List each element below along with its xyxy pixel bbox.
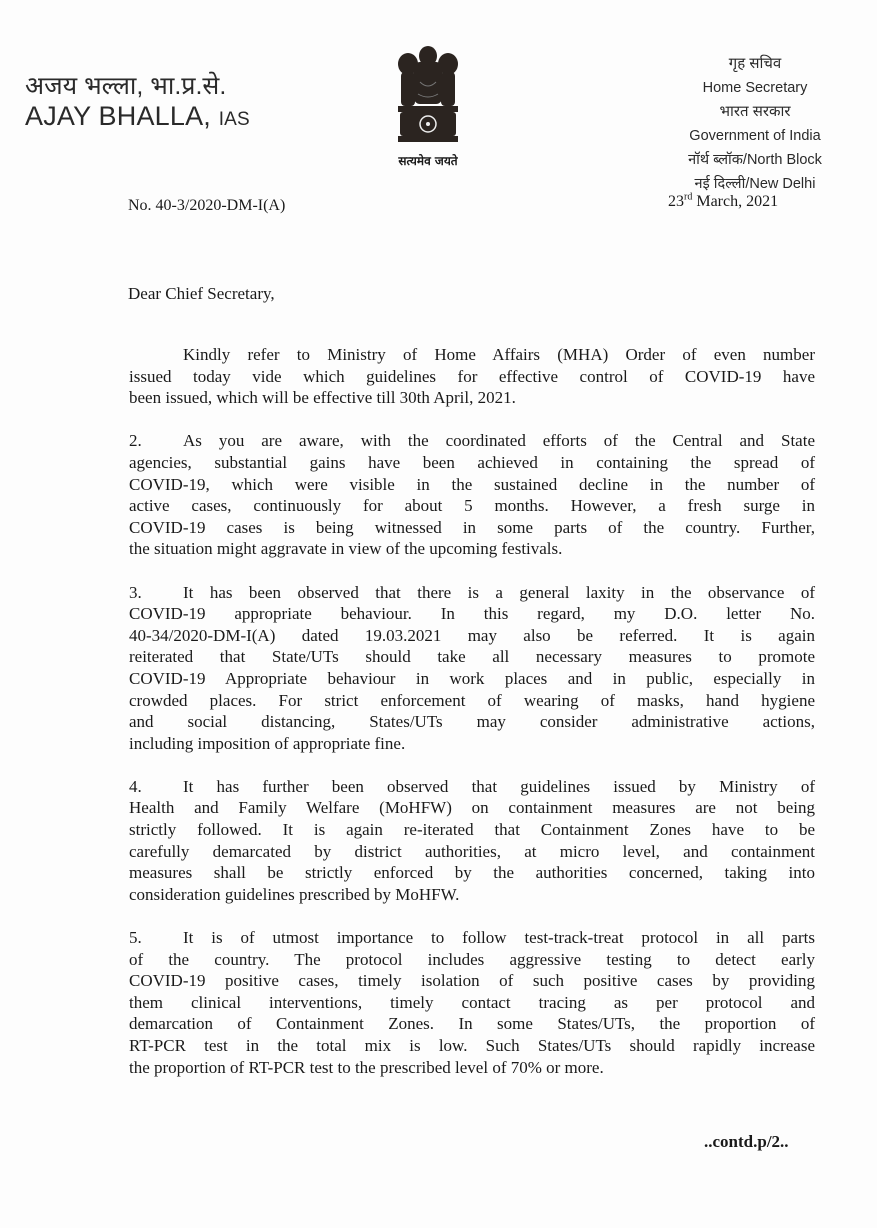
text-line: measures shall be strictly enforced by the authorities concerned, taking into xyxy=(129,863,815,883)
text-line: them clinical interventions, timely contact tracing as per protocol and xyxy=(129,992,815,1012)
text-line: Kindly refer to Ministry of Home Affairs (MHA) Order of even number xyxy=(183,345,815,364)
office-city: नई दिल्ली/New Delhi xyxy=(694,176,816,192)
text-line: been issued, which will be effective till 30th April, 2021. xyxy=(129,388,516,408)
date-month-year: March, 2021 xyxy=(692,193,779,210)
paragraph-1 xyxy=(129,344,815,409)
paragraph-5 xyxy=(129,927,815,1078)
date-day: 23 xyxy=(668,193,684,210)
salutation: Dear Chief Secretary, xyxy=(128,284,275,303)
text-line: active cases, continuously for about 5 months. However, a fresh surge in xyxy=(129,496,815,516)
lion-capital-icon xyxy=(392,42,464,150)
text-line: the proportion of RT-PCR test to the prescribed level of 70% or more. xyxy=(129,1057,604,1077)
paragraph-number: 5. xyxy=(129,928,142,948)
text-line: the situation might aggravate in view of the upcoming festivals. xyxy=(129,539,563,559)
paragraph-number: 3. xyxy=(129,582,142,602)
text-line: It is of utmost importance to follow test-track-treat protocol in all parts xyxy=(183,928,815,948)
text-line: of the country. The protocol includes aggressive testing to detect early xyxy=(129,949,815,969)
paragraph-4 xyxy=(129,776,815,906)
text-line: strictly followed. It is again re-iterated that Containment Zones have to be xyxy=(129,820,815,840)
text-line: crowded places. For strict enforcement of wearing of masks, hand hygiene xyxy=(129,690,815,710)
text-line: COVID-19 cases is being witnessed in some parts of the country. Further, xyxy=(129,517,815,537)
office-title-hindi: गृह सचिव xyxy=(728,55,782,72)
government-hindi: भारत सरकार xyxy=(719,103,791,120)
reference-number: No. 40-3/2020-DM-I(A) xyxy=(128,197,286,214)
continued-note: ..contd.p/2.. xyxy=(704,1132,789,1151)
text-line: COVID-19 appropriate behaviour. In this regard, my D.O. letter No. xyxy=(129,604,815,624)
text-line: Health and Family Welfare (MoHFW) on containment measures are not being xyxy=(129,798,815,818)
paragraph-number: 4. xyxy=(129,776,142,796)
text-line: carefully demarcated by district authorities, at micro level, and containment xyxy=(129,841,815,861)
government: Government of India xyxy=(689,128,821,144)
sender-name-hindi: अजय भल्ला, भा.प्र.से. xyxy=(25,72,227,100)
paragraph-number: 2. xyxy=(129,431,142,451)
emblem-motto: सत्यमेव जयते xyxy=(398,154,458,168)
text-line: It has been observed that there is a general laxity in the observance of xyxy=(183,582,815,602)
office-building: नॉर्थ ब्लॉक/North Block xyxy=(688,152,822,168)
text-line: consideration guidelines prescribed by MoHFW. xyxy=(129,884,460,904)
paragraph-3 xyxy=(129,582,815,755)
text-line: COVID-19 positive cases, timely isolation of such positive cases by providing xyxy=(129,971,815,991)
date-suffix: rd xyxy=(684,191,693,203)
text-line: COVID-19, which were visible in the sustained decline in the number of xyxy=(129,474,815,494)
text-line: agencies, substantial gains have been achieved in containing the spread of xyxy=(129,452,815,472)
text-line: It has further been observed that guidelines issued by Ministry of xyxy=(183,776,815,796)
sender-name: AJAY BHALLA, xyxy=(25,101,211,131)
sender-service: IAS xyxy=(218,109,250,130)
national-emblem xyxy=(383,42,473,174)
text-line: issued today vide which guidelines for effective control of COVID-19 have xyxy=(129,366,815,386)
text-line: As you are aware, with the coordinated efforts of the Central and State xyxy=(183,431,815,451)
letter-date xyxy=(668,193,778,211)
office-title: Home Secretary xyxy=(702,80,808,96)
text-line: demarcation of Containment Zones. In some States/UTs, the proportion of xyxy=(129,1014,815,1034)
text-line: reiterated that State/UTs should take all necessary measures to promote xyxy=(129,647,815,667)
office-block xyxy=(660,52,850,196)
sender-name-english xyxy=(25,101,250,132)
text-line: RT-PCR test in the total mix is low. Such States/UTs should rapidly increase xyxy=(129,1036,815,1055)
letter-body xyxy=(129,344,815,1100)
text-line: including imposition of appropriate fine. xyxy=(129,733,406,753)
text-line: 40-34/2020-DM-I(A) dated 19.03.2021 may also be referred. It is again xyxy=(129,625,815,645)
text-line: COVID-19 Appropriate behaviour in work places and in public, especially in xyxy=(129,668,815,688)
text-line: and social distancing, States/UTs may consider administrative actions, xyxy=(129,712,815,732)
paragraph-2 xyxy=(129,430,815,560)
